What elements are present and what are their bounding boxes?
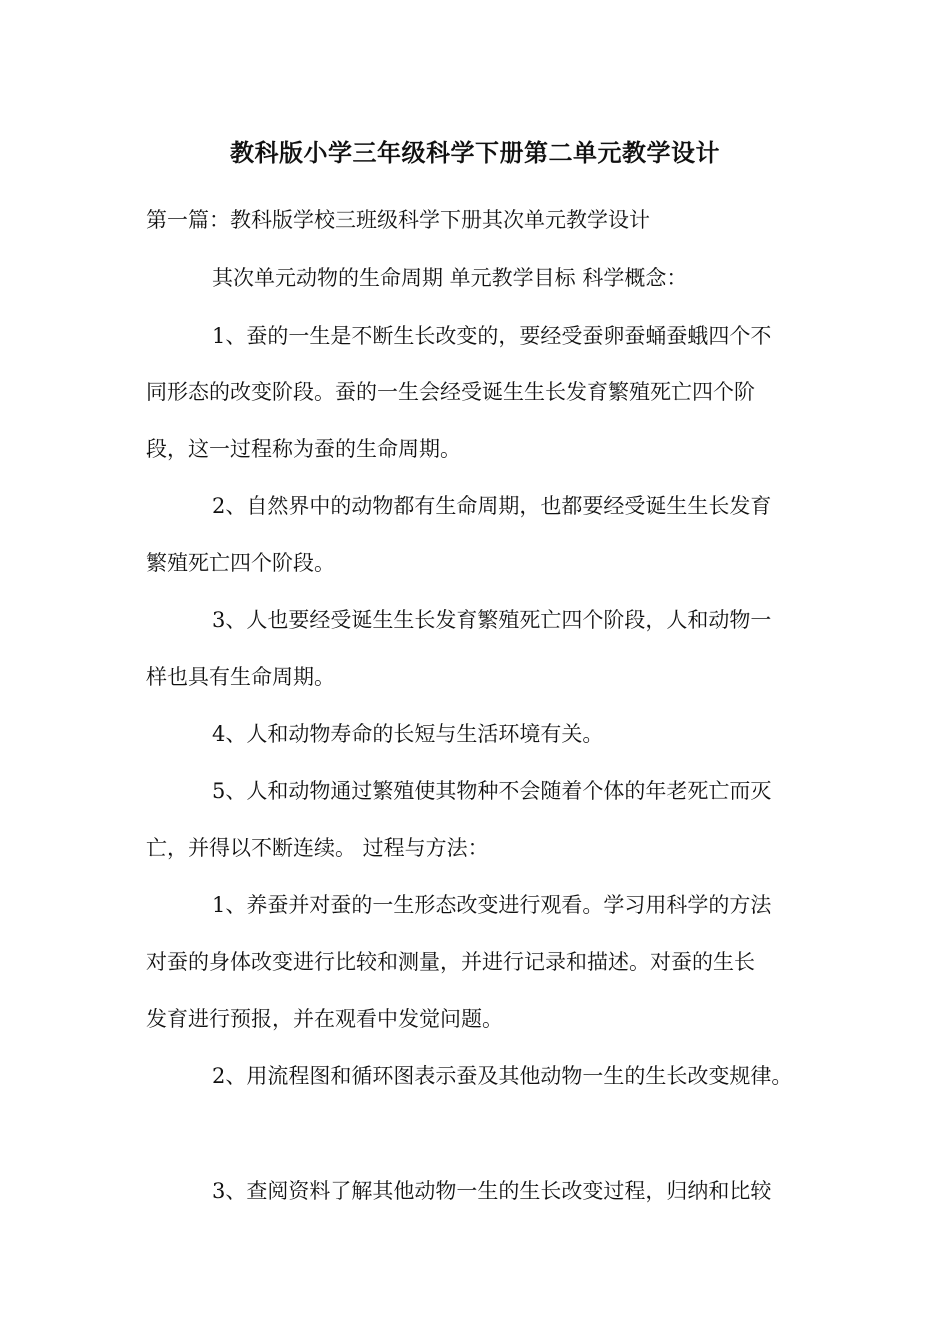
paragraph-line: 5、人和动物通过繁殖使其物种不会随着个体的年老死亡而灭 (212, 779, 772, 803)
section-heading: 第一篇：教科版学校三班级科学下册其次单元教学设计 (146, 208, 650, 232)
paragraph-line: 3、人也要经受诞生生长发育繁殖死亡四个阶段，人和动物一 (212, 608, 772, 632)
paragraph-line: 2、用流程图和循环图表示蚕及其他动物一生的生长改变规律。 (212, 1064, 793, 1088)
paragraph-line: 对蚕的身体改变进行比较和测量，并进行记录和描述。对蚕的生长 (146, 950, 755, 974)
paragraph-line: 1、蚕的一生是不断生长改变的，要经受蚕卵蚕蛹蚕蛾四个不 (212, 324, 772, 348)
paragraph-line: 段，这一过程称为蚕的生命周期。 (146, 437, 461, 461)
paragraph-line: 4、人和动物寿命的长短与生活环境有关。 (212, 722, 604, 746)
paragraph-line: 2、自然界中的动物都有生命周期，也都要经受诞生生长发育 (212, 494, 772, 518)
paragraph-line: 3、查阅资料了解其他动物一生的生长改变过程，归纳和比较 (212, 1179, 772, 1203)
paragraph-line: 其次单元动物的生命周期 单元教学目标 科学概念： (212, 266, 688, 290)
paragraph-line: 1、养蚕并对蚕的一生形态改变进行观看。学习用科学的方法 (212, 893, 772, 917)
paragraph-line: 亡，并得以不断连续。 过程与方法： (146, 836, 489, 860)
paragraph-line: 发育进行预报，并在观看中发觉问题。 (146, 1007, 503, 1031)
paragraph-line: 样也具有生命周期。 (146, 665, 335, 689)
paragraph-line: 同形态的改变阶段。蚕的一生会经受诞生生长发育繁殖死亡四个阶 (146, 380, 755, 404)
paragraph-line: 繁殖死亡四个阶段。 (146, 551, 335, 575)
document-title: 教科版小学三年级科学下册第二单元教学设计 (230, 139, 720, 167)
